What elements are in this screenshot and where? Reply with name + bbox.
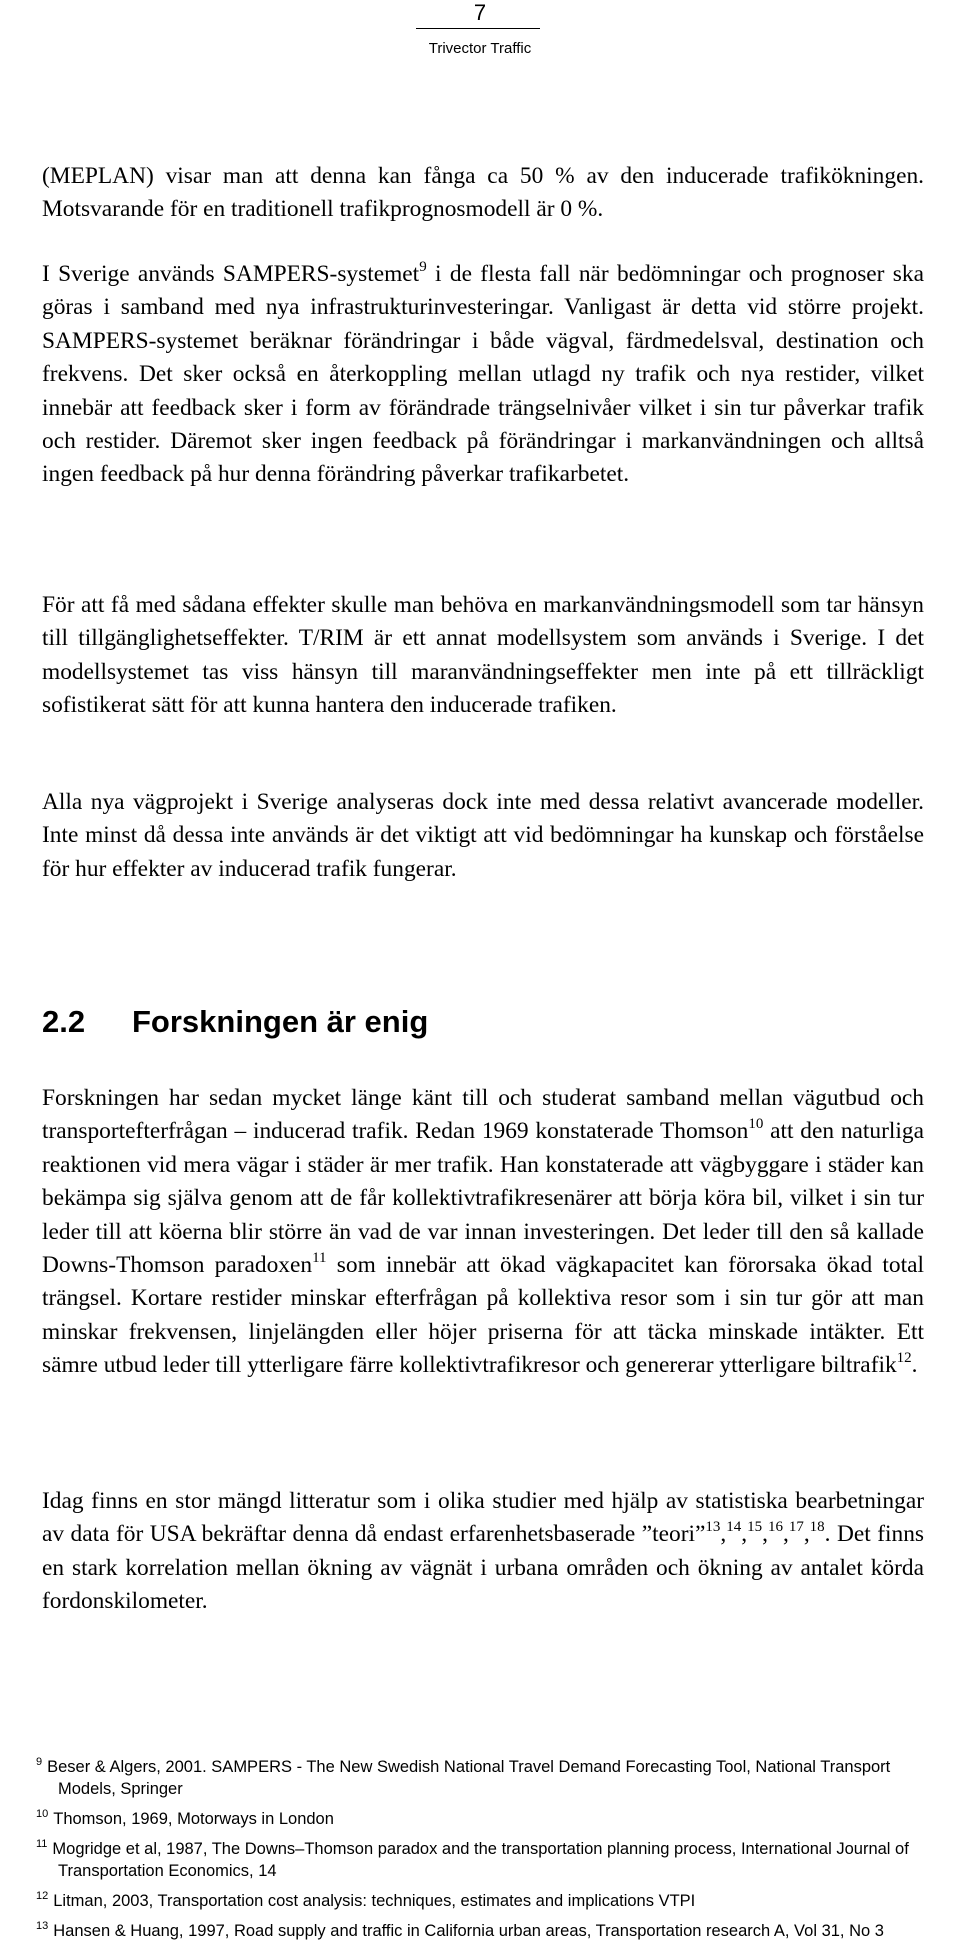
footnote-number: 12: [36, 1890, 49, 1902]
footnote-ref-18[interactable]: 18: [809, 1519, 825, 1536]
paragraph-text: .: [911, 1352, 918, 1379]
paragraph-sampers: [42, 258, 924, 492]
body-text-section-5: [42, 1082, 924, 1383]
paragraph-text: . Det finns en stark korrelation mellan ökning av vägnät i urbana områden och ökning av antalet körda fordonskilometer.: [42, 1521, 924, 1615]
paragraph-text: som innebär att ökad vägkapacitet kan förorsaka ökad total trängsel. Kortare restider minskar efterfrågan på kollektiva resor som i sin tur gör att man minskar frekvensen, linjelängden eller höjer priserna för att täcka minskade intäkter. Ett sämre utbud leder till ytterligare färre kollektivtrafikresor och genererar ytterligare biltrafik: [42, 1252, 924, 1379]
section-number: 2.2: [42, 1004, 86, 1039]
paragraph-literature: Idag finns en stor mängd litteratur som i olika studier med hjälp av statistiska bearbetningar av data för USA bekräftar denna då endast erfarenhetsbaserade ”teori”$^{13}$,$^{14}$,$^{15}$,$^{16}$,$^{17}$,$^{18}$. Det finns en stark korrelation mellan ökning av vägnät i urbana områden och ökning av antalet körda fordonskilometer.: [42, 1488, 924, 1615]
footnote: [36, 1808, 936, 1830]
header-rule: [416, 28, 540, 29]
footnote-ref-16[interactable]: 16: [767, 1519, 783, 1536]
footnote: [36, 1920, 936, 1942]
footnote: [36, 1890, 936, 1912]
body-text-section-2: [42, 258, 924, 492]
footnote-ref-14[interactable]: 14: [726, 1519, 742, 1536]
footnote-number: 10: [36, 1808, 49, 1820]
footnote-ref-11[interactable]: 11: [312, 1250, 327, 1267]
footnote-ref-12[interactable]: 12: [896, 1350, 912, 1367]
footnote: [36, 1756, 936, 1800]
footnote-ref-17[interactable]: 17: [788, 1519, 804, 1536]
footnote-text: Litman, 2003, Transportation cost analysis: techniques, estimates and implications VTPI: [53, 1892, 696, 1910]
page-number: 7: [473, 0, 487, 25]
footnote: [36, 1838, 936, 1882]
footnote-number: 11: [36, 1838, 48, 1850]
paragraph-meplan: (MEPLAN) visar man att denna kan fånga ca 50 % av den inducerade trafikökningen. Motsvarande för en traditionell trafikprognosmodell är 0 %.: [42, 163, 924, 223]
body-text-section-4: [42, 786, 924, 886]
footnote-number: 9: [36, 1756, 43, 1768]
body-text-section-1: [42, 160, 924, 227]
paragraph-text: att den naturliga reaktionen vid mera vägar i städer är mer trafik. Han konstaterade att vägbyggare i städer kan bekämpa sig själva genom att de får kollektivtrafikresenärer att börja köra bil, vilket i sin tur leder till att köerna blir större än vad de var innan investeringen. Det leder till den så kallade Downs-Thomson paradoxen: [42, 1118, 924, 1279]
paragraph-research: [42, 1082, 924, 1383]
body-text-section-3: [42, 589, 924, 723]
footnotes: [36, 1756, 936, 1950]
footnote-ref-10[interactable]: 10: [748, 1116, 764, 1133]
footnote-text: Beser & Algers, 2001. SAMPERS - The New Swedish National Travel Demand Forecasting Tool, National Transport Models, Springer: [47, 1758, 891, 1798]
paragraph-land-use-model: För att få med sådana effekter skulle man behöva en markanvändningsmodell som tar hänsyn till tillgänglighetseffekter. T/RIM är ett annat modellsystem som används i Sverige. I det modellsystemet tas viss hänsyn till maranvändningseffekter men inte på ett tillräckligt sofistikerat sätt för att kunna hantera den inducerade trafiken.: [42, 592, 924, 719]
footnote-text: Mogridge et al, 1987, The Downs–Thomson paradox and the transportation planning process, International Journal of Transportation Economics, 14: [52, 1840, 909, 1880]
footnote-text: Thomson, 1969, Motorways in London: [53, 1810, 334, 1828]
paragraph-text: I Sverige används SAMPERS-systemet: [42, 261, 420, 287]
footnote-ref-9[interactable]: 9: [419, 259, 427, 275]
footnote-text: Hansen & Huang, 1997, Road supply and traffic in California urban areas, Transportation research A, Vol 31, No 3: [53, 1922, 884, 1940]
section-heading: [42, 1004, 924, 1040]
paragraph-text: Forskningen har sedan mycket länge känt till och studerat samband mellan vägutbud och transportefterfrågan – inducerad trafik. Redan 1969 konstaterade Thomson: [42, 1085, 924, 1145]
paragraph-text: i de flesta fall när bedömningar och prognoser ska göras i samband med nya infrastrukturinvesteringar. Vanligast är detta vid större projekt. SAMPERS-systemet beräknar förändringar i både vägval, färdmedelsval, destination och frekvens. Det sker också en återkoppling mellan utlagd ny trafik och nya restider, vilket innebär att feedback sker i form av förändrade trängselnivåer vilket i sin tur påverkar trafik och restider. Däremot sker ingen feedback på förändringar i markanvändningen och alltså ingen feedback på hur denna förändring påverkar trafikarbetet.: [42, 261, 924, 488]
paragraph-road-projects: Alla nya vägprojekt i Sverige analyseras dock inte med dessa relativt avancerade modeller. Inte minst då dessa inte används är det viktigt att vid bedömningar ha kunskap och förståelse för hur effekter av inducerad trafik fungerar.: [42, 789, 924, 882]
footnote-ref-13[interactable]: 13: [705, 1519, 721, 1536]
footnote-number: 13: [36, 1920, 49, 1932]
body-text-section-6: [42, 1485, 924, 1619]
section-title: Forskningen är enig: [132, 1004, 429, 1039]
header-title: Trivector Traffic: [428, 40, 532, 57]
footnote-ref-15[interactable]: 15: [747, 1519, 763, 1536]
paragraph-text: Idag finns en stor mängd litteratur som i olika studier med hjälp av statistiska bearbetningar av data för USA bekräftar denna då endast erfarenhetsbaserade ”teori”: [42, 1488, 924, 1548]
